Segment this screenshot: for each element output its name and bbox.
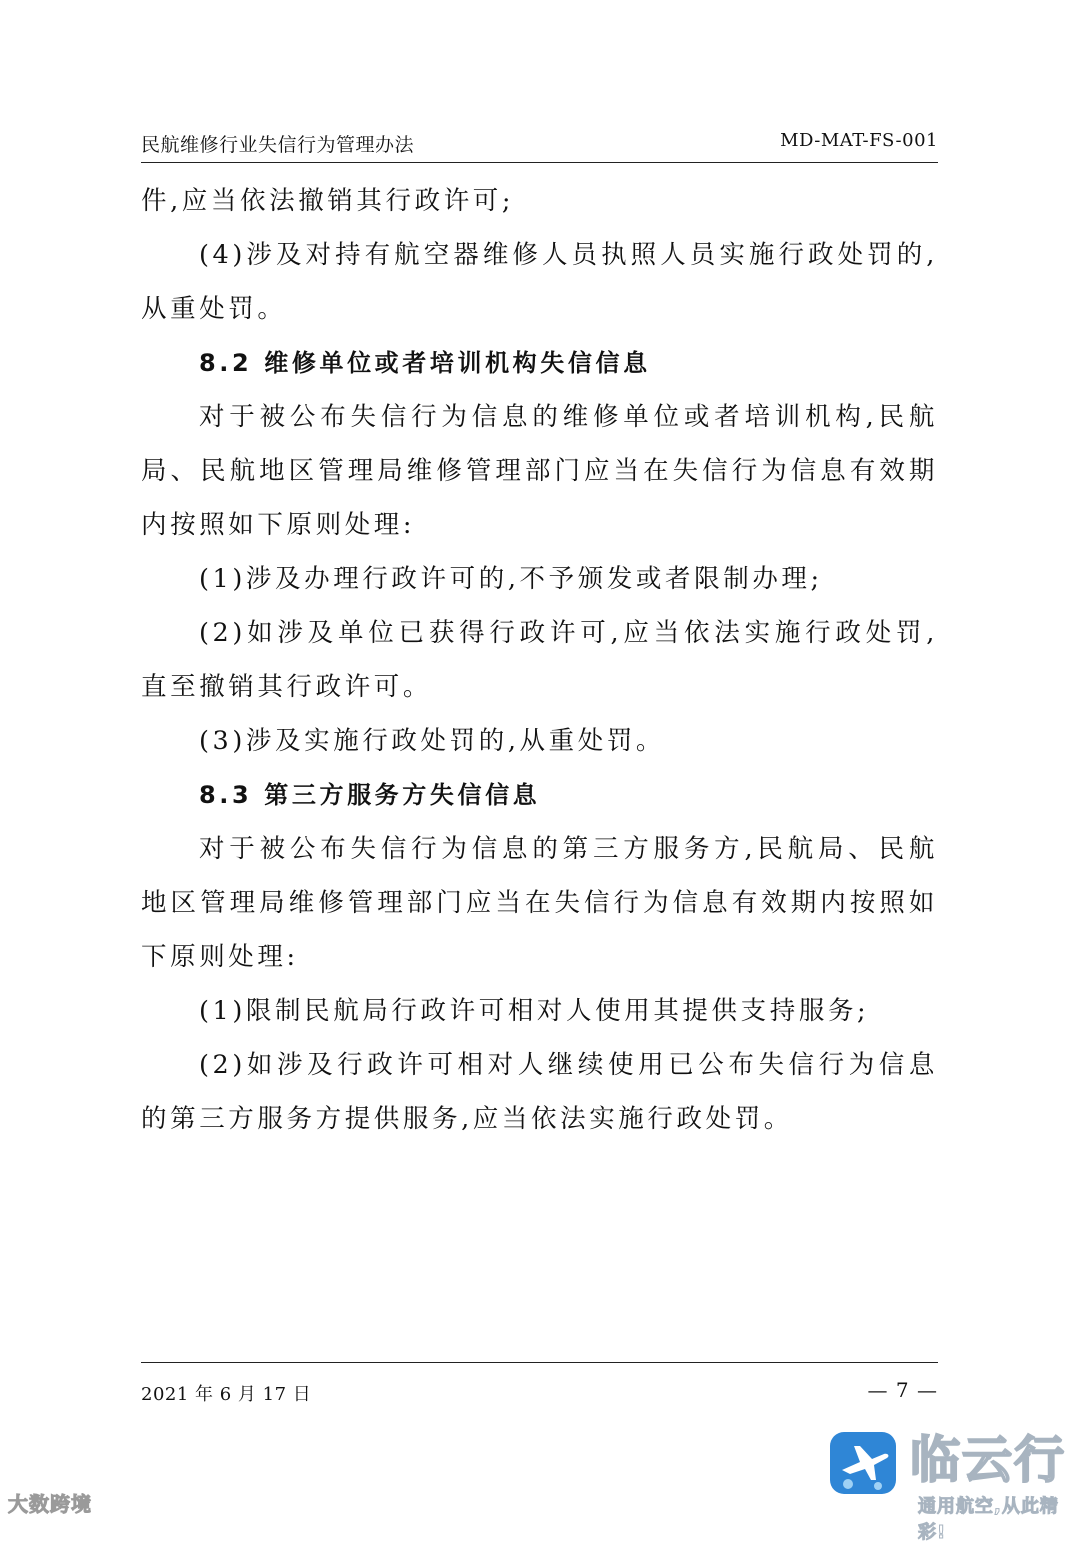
document-body <box>141 174 938 1146</box>
section-heading-8-2: 8.2 维修单位或者培训机构失信信息 <box>199 349 651 377</box>
airplane-icon <box>830 1432 896 1494</box>
watermark-left: 大数跨境 <box>8 1492 92 1516</box>
paragraph-8-2-item-2: (2)如涉及单位已获得行政许可,应当依法实施行政处罚,直至撤销其行政许可。 <box>141 618 938 702</box>
paragraph-8-3-item-2: (2)如涉及行政许可相对人继续使用已公布失信行为信息的第三方服务方提供服务,应当依法实施行政处罚。 <box>141 1050 938 1134</box>
page-number: — 7 — <box>867 1378 938 1402</box>
document-code: MD-MAT-FS-001 <box>780 130 938 151</box>
watermark-right <box>826 1426 1070 1543</box>
paragraph-8-2-item-3: (3)涉及实施行政处罚的,从重处罚。 <box>199 726 666 756</box>
footer-divider <box>141 1362 938 1363</box>
watermark-brand-name: 临云行 <box>910 1431 1066 1489</box>
paragraph-continuation: 件,应当依法撤销其行政许可; <box>141 186 515 216</box>
paragraph-item-4: (4)涉及对持有航空器维修人员执照人员实施行政处罚的,从重处罚。 <box>141 240 938 324</box>
section-heading-8-3: 8.3 第三方服务方失信信息 <box>199 781 541 809</box>
document-title: 民航维修行业失信行为管理办法 <box>141 134 415 156</box>
paragraph-8-3-intro: 对于被公布失信行为信息的第三方服务方,民航局、民航地区管理局维修管理部门应当在失信行为信息有效期内按照如下原则处理: <box>141 834 938 972</box>
paragraph-8-3-item-1: (1)限制民航局行政许可相对人使用其提供支持服务; <box>199 996 870 1026</box>
watermark-slogan: 通用航空,从此精彩! <box>918 1496 1059 1543</box>
paragraph-8-2-intro: 对于被公布失信行为信息的维修单位或者培训机构,民航局、民航地区管理局维修管理部门应当在失信行为信息有效期内按照如下原则处理: <box>141 402 938 540</box>
paragraph-8-2-item-1: (1)涉及办理行政许可的,不予颁发或者限制办理; <box>199 564 823 594</box>
page-header <box>141 128 938 163</box>
footer-date: 2021 年 6 月 17 日 <box>141 1384 312 1405</box>
